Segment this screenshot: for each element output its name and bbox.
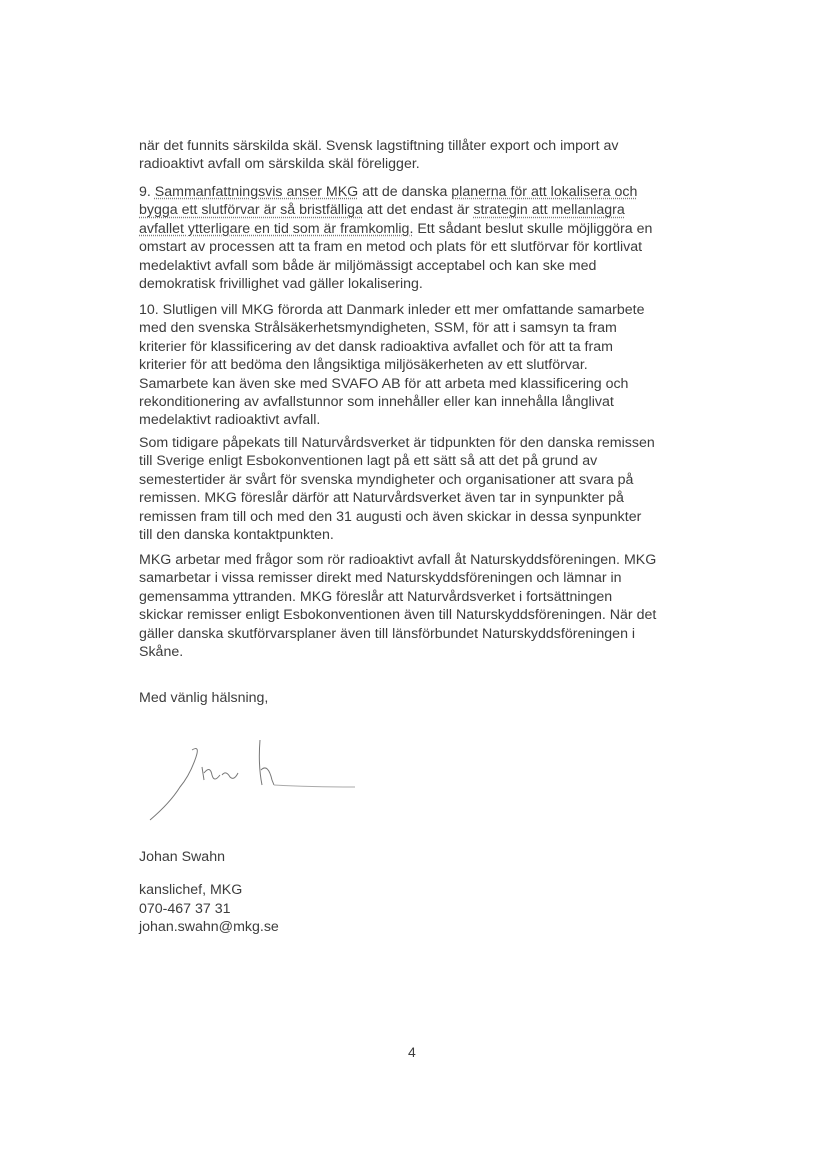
text-line: gäller danska skutförvarsplaner även till länsförbundet Naturskyddsföreningen i [139,625,636,642]
text-line: rekonditionering av avfallstunnor som innehåller eller kan innehålla långlivat [139,393,614,410]
underlined-text: planerna för att lokalisera och [451,184,638,200]
text-segment: medelaktivt avfall som både är miljömässigt acceptabel och kan ske med [139,257,597,274]
underlined-text: strategin att mellanlagra [473,202,625,219]
text-line [139,201,699,219]
text-segment: demokratisk frivillighet vad gäller lokalisering. [139,275,423,292]
underlined-text: bygga ett slutförvar är så bristfälliga [139,202,363,219]
paragraph-9 [139,183,699,293]
text-line: till Sverige enligt Esbokonventionen lagt på ett sätt så att det på grund av [139,453,598,470]
text-line: Som tidigare påpekats till Naturvårdsverket är tidpunkten för den danska remissen [139,435,655,451]
text-line: kriterier för att bedöma den långsiktiga miljösäkerheten av ett slutförvar. [139,357,588,374]
closing-text: Med vänlig hälsning, [139,690,269,706]
text-line: medelaktivt radioaktivt avfall. [139,412,321,429]
closing [139,689,699,707]
text-line [139,275,699,293]
signature-block [139,848,699,937]
signer-phone: 070-467 37 31 [139,900,231,917]
text-line: gemensamma yttranden. MKG föreslår att Naturvårdsverket i fortsättningen [139,588,613,605]
text-line [139,238,699,256]
text-line: Skåne. [139,643,184,660]
signer-email: johan.swahn@mkg.se [139,919,279,936]
text-segment: att de danska [358,184,452,200]
text-line: radioaktivt avfall om särskilda skäl föreligger. [139,156,420,173]
text-segment: att det endast är [362,202,474,219]
text-line: skickar remisser enligt Esbokonventionen även till Naturskyddsföreningen. När det [139,607,657,624]
text-line: till den danska kontaktpunkten. [139,526,334,543]
text-line: när det funnits särskilda skäl. Svensk lagstiftning tillåter export och import av [139,138,619,154]
text-line: MKG arbetar med frågor som rör radioaktivt avfall åt Naturskyddsföreningen. MKG [139,552,657,568]
text-line: semestertider är svårt för svenska myndigheter och organisationer att svara på [139,471,634,488]
paragraph-remiss [139,434,699,544]
text-line: med den svenska Strålsäkerhetsmyndigheten, SSM, för att i samsyn ta fram [139,320,617,337]
text-line: kriterier för klassificering av det dansk radioaktiva avfallet och för att ta fram [139,338,613,355]
text-line [139,183,699,201]
page-number: 4 [408,1044,416,1060]
text-segment: Ett sådant beslut skulle möjliggöra en [413,220,653,237]
underlined-text: avfallet ytterligare en tid som är framkomlig. [139,220,414,237]
text-segment: omstart av processen att ta fram en metod och plats för ett slutförvar för kortlivat [139,239,643,256]
paragraph-mkg [139,551,699,661]
handwritten-signature [140,725,370,825]
signer-name: Johan Swahn [139,849,225,865]
text-segment: 9. [139,184,155,200]
text-line: remissen fram till och med den 31 augusti och även skickar in dessa synpunkter [139,508,642,525]
underlined-text: Sammanfattningsvis anser MKG [154,184,359,200]
text-line [139,220,699,238]
paragraph-intro [139,137,699,174]
signer-title: kanslichef, MKG [139,882,243,899]
text-line [139,257,699,275]
text-line: Samarbete kan även ske med SVAFO AB för att arbeta med klassificering och [139,375,629,392]
text-line: remissen. MKG föreslår därför att Naturvårdsverket även tar in synpunkter på [139,490,624,507]
text-line: 10. Slutligen vill MKG förorda att Danmark inleder ett mer omfattande samarbete [139,302,645,318]
text-line: samarbetar i vissa remisser direkt med Naturskyddsföreningen och lämnar in [139,570,622,587]
paragraph-10 [139,301,699,430]
